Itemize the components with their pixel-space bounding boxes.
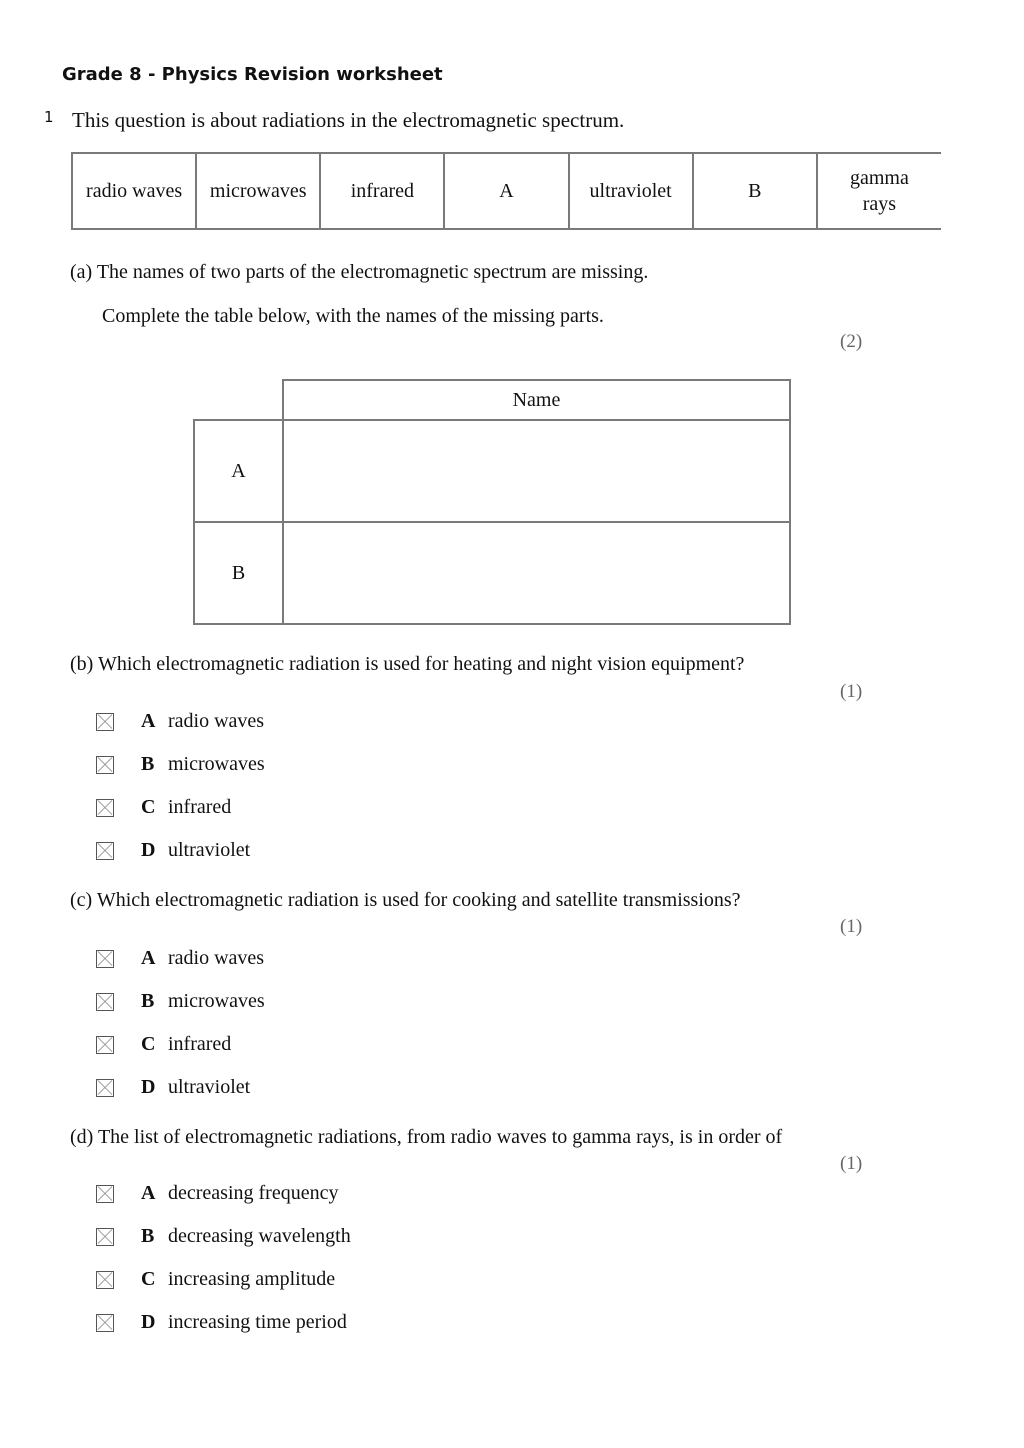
spectrum-cell: ultraviolet <box>569 153 693 229</box>
part-b-marks: (1) <box>840 681 863 702</box>
answer-table-corner <box>194 380 283 420</box>
option-letter: D <box>141 1076 156 1098</box>
option-text: decreasing frequency <box>168 1182 339 1204</box>
option-row[interactable] <box>96 1258 351 1301</box>
answer-row-label: B <box>194 522 283 624</box>
spectrum-table <box>71 152 941 230</box>
option-letter: C <box>141 1033 156 1055</box>
option-text: microwaves <box>168 753 265 775</box>
option-row[interactable] <box>96 786 265 829</box>
option-row[interactable] <box>96 700 265 743</box>
part-c-marks: (1) <box>840 916 863 937</box>
spectrum-cell: A <box>444 153 568 229</box>
option-row[interactable] <box>96 937 265 980</box>
checkbox-icon[interactable] <box>96 1036 114 1054</box>
checkbox-icon[interactable] <box>96 756 114 774</box>
spectrum-cell: gamma rays <box>817 153 941 229</box>
worksheet-title: Grade 8 - Physics Revision worksheet <box>62 64 443 85</box>
option-text: ultraviolet <box>168 839 251 861</box>
option-letter: B <box>141 990 155 1012</box>
option-text: radio waves <box>168 947 265 969</box>
checkbox-icon[interactable] <box>96 1079 114 1097</box>
part-a-text: (a) The names of two parts of the electromagnetic spectrum are missing. <box>70 261 649 283</box>
option-row[interactable] <box>96 1172 351 1215</box>
option-text: decreasing wavelength <box>168 1225 351 1247</box>
option-row[interactable] <box>96 1215 351 1258</box>
option-letter: B <box>141 1225 155 1247</box>
option-letter: D <box>141 1311 156 1333</box>
option-text: radio waves <box>168 710 265 732</box>
part-b-options <box>96 700 265 872</box>
option-row[interactable] <box>96 980 265 1023</box>
part-a-marks: (2) <box>840 331 863 352</box>
option-row[interactable] <box>96 1023 265 1066</box>
checkbox-icon[interactable] <box>96 1185 114 1203</box>
checkbox-icon[interactable] <box>96 842 114 860</box>
checkbox-icon[interactable] <box>96 993 114 1011</box>
option-text: microwaves <box>168 990 265 1012</box>
checkbox-icon[interactable] <box>96 1271 114 1289</box>
checkbox-icon[interactable] <box>96 1314 114 1332</box>
option-row[interactable] <box>96 1301 351 1344</box>
option-text: increasing time period <box>168 1311 347 1333</box>
spectrum-cell: microwaves <box>196 153 320 229</box>
question-number: 1 <box>44 108 54 126</box>
part-a-instruction: Complete the table below, with the names of the missing parts. <box>102 305 604 327</box>
option-text: increasing amplitude <box>168 1268 336 1290</box>
part-d-text: (d) The list of electromagnetic radiations, from radio waves to gamma rays, is in order of <box>70 1126 783 1148</box>
option-row[interactable] <box>96 743 265 786</box>
checkbox-icon[interactable] <box>96 950 114 968</box>
answer-cell-a[interactable] <box>283 420 790 522</box>
option-letter: B <box>141 753 155 775</box>
option-row[interactable] <box>96 1066 265 1109</box>
option-letter: D <box>141 839 156 861</box>
spectrum-cell: B <box>693 153 817 229</box>
spectrum-cell: infrared <box>320 153 444 229</box>
option-letter: A <box>141 1182 156 1204</box>
answer-cell-b[interactable] <box>283 522 790 624</box>
checkbox-icon[interactable] <box>96 713 114 731</box>
option-text: infrared <box>168 796 232 818</box>
answer-table-header: Name <box>283 380 790 420</box>
option-text: infrared <box>168 1033 232 1055</box>
question-text: This question is about radiations in the electromagnetic spectrum. <box>72 108 625 132</box>
checkbox-icon[interactable] <box>96 1228 114 1246</box>
spectrum-cell: radio waves <box>72 153 196 229</box>
option-letter: C <box>141 1268 156 1290</box>
option-row[interactable] <box>96 829 265 872</box>
part-b-text: (b) Which electromagnetic radiation is used for heating and night vision equipment? <box>70 653 745 675</box>
part-d-options <box>96 1172 351 1344</box>
option-letter: A <box>141 710 156 732</box>
part-c-options <box>96 937 265 1109</box>
answer-table <box>193 379 791 625</box>
option-letter: A <box>141 947 156 969</box>
part-c-text: (c) Which electromagnetic radiation is used for cooking and satellite transmissions? <box>70 889 741 911</box>
part-d-marks: (1) <box>840 1153 863 1174</box>
option-letter: C <box>141 796 156 818</box>
option-text: ultraviolet <box>168 1076 251 1098</box>
answer-row-label: A <box>194 420 283 522</box>
checkbox-icon[interactable] <box>96 799 114 817</box>
